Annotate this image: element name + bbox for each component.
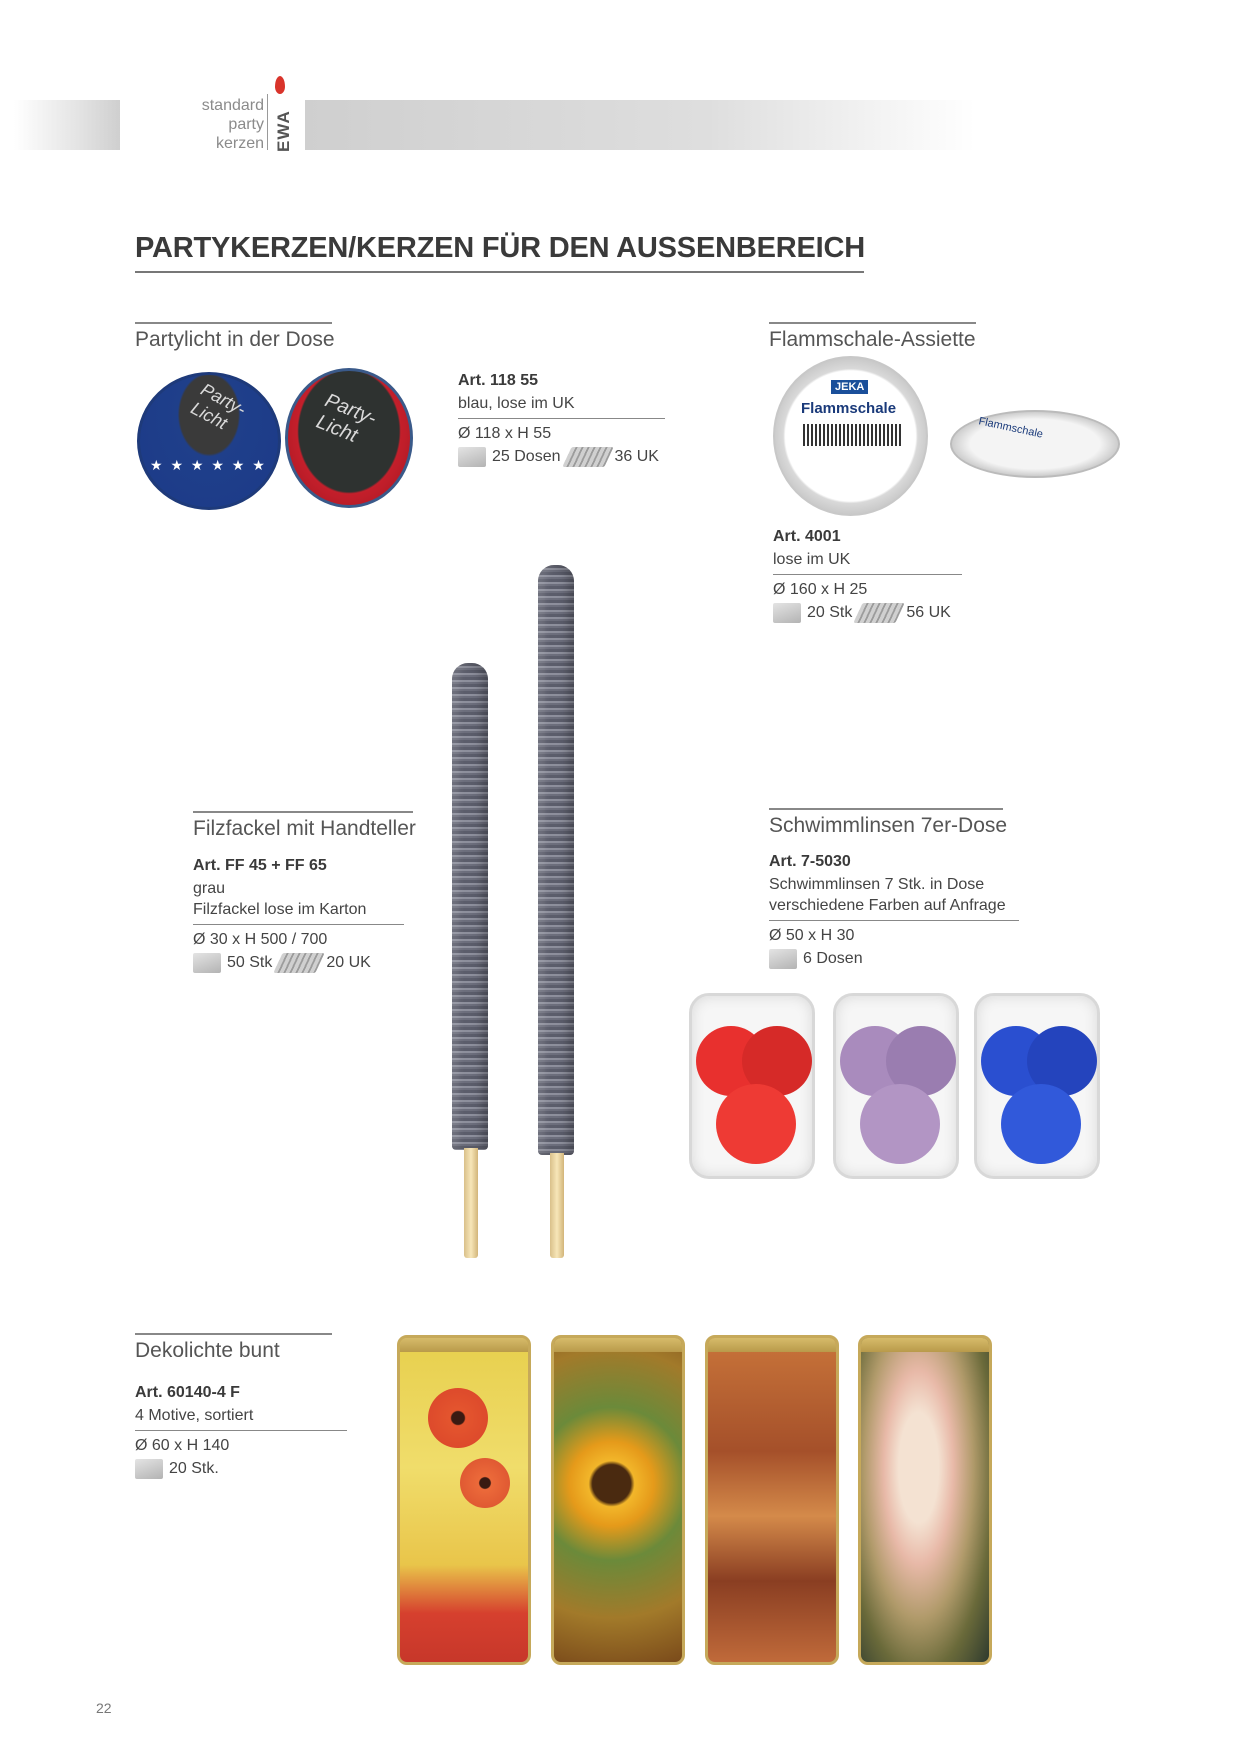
- pack-box-count: 25 Dosen: [492, 448, 561, 465]
- spec-divider: [135, 1430, 347, 1431]
- pack-pallet-count: 36 UK: [614, 448, 659, 465]
- jeka-logo: JEKA: [831, 380, 868, 394]
- title-underline: [135, 271, 864, 273]
- section-title-partylicht: Partylicht in der Dose: [135, 328, 335, 351]
- section-rule: [193, 811, 413, 813]
- article-number: Art. 118 55: [458, 372, 539, 389]
- section-title-dekolichte: Dekolichte bunt: [135, 1339, 280, 1362]
- felt-torch-long-image: [538, 565, 574, 1155]
- pack-pallet-count: 56 UK: [906, 604, 951, 621]
- article-description-note: verschiedene Farben auf Anfrage: [769, 897, 1006, 914]
- section-rule: [769, 322, 976, 324]
- ewa-logo-text: EWA: [274, 110, 293, 152]
- section-title-schwimmlinsen: Schwimmlinsen 7er-Dose: [769, 814, 1008, 837]
- brand-line-standard: standard: [201, 97, 264, 114]
- barcode-strip: [803, 424, 901, 446]
- pack-box-count: 20 Stk.: [169, 1460, 219, 1477]
- floating-candle-jar-blue: [974, 993, 1100, 1179]
- section-rule: [135, 322, 332, 324]
- spec-divider: [193, 924, 404, 925]
- packaging-info: [135, 1459, 219, 1479]
- pallet-icon: [274, 953, 325, 973]
- article-dimensions: Ø 50 x H 30: [769, 927, 855, 944]
- article-description: Schwimmlinsen 7 Stk. in Dose: [769, 876, 985, 893]
- article-description: Filzfackel lose im Karton: [193, 901, 367, 918]
- pack-box-count: 20 Stk: [807, 604, 853, 621]
- pack-box-count: 6 Dosen: [803, 950, 863, 967]
- deco-can-sunflower-image: [551, 1335, 685, 1665]
- article-dimensions: Ø 30 x H 500 / 700: [193, 931, 328, 948]
- page-number: 22: [96, 1700, 112, 1716]
- packaging-info: [458, 447, 659, 467]
- article-number: Art. 60140-4 F: [135, 1384, 240, 1401]
- article-number: Art. 7-5030: [769, 853, 851, 870]
- tin-label-text: Party-Licht: [187, 379, 250, 434]
- spec-divider: [769, 920, 1019, 921]
- carton-icon: [135, 1459, 163, 1479]
- article-dimensions: Ø 160 x H 25: [773, 581, 868, 598]
- pack-box-count: 50 Stk: [227, 954, 273, 971]
- tin-label-text: Party-Licht: [313, 389, 380, 447]
- carton-icon: [458, 447, 486, 467]
- packaging-info: [773, 603, 951, 623]
- article-number: Art. FF 45 + FF 65: [193, 857, 327, 874]
- torch-stick: [464, 1148, 478, 1258]
- pack-pallet-count: 20 UK: [326, 954, 371, 971]
- party-tin-blue-image: [137, 372, 281, 510]
- carton-icon: [769, 949, 797, 969]
- article-dimensions: Ø 118 x H 55: [458, 425, 552, 442]
- section-rule: [769, 808, 1003, 810]
- article-description-color: grau: [193, 880, 226, 897]
- flammschale-label: Flammschale: [801, 400, 897, 417]
- article-dimensions: Ø 60 x H 140: [135, 1437, 230, 1454]
- carton-icon: [193, 953, 221, 973]
- flammschale-side-label: Flammschale: [977, 415, 1044, 441]
- article-description: 4 Motive, sortiert: [135, 1407, 254, 1424]
- pallet-icon: [562, 447, 613, 467]
- page-title: PARTYKERZEN/KERZEN FÜR DEN AUSSENBEREICH: [135, 232, 865, 264]
- article-description: lose im UK: [773, 551, 851, 568]
- flammschale-top-image: [773, 356, 928, 516]
- packaging-info: [769, 949, 863, 969]
- section-title-filzfackel: Filzfackel mit Handteller: [193, 817, 416, 840]
- brand-line-kerzen: kerzen: [215, 135, 264, 152]
- deco-can-peony-image: [858, 1335, 992, 1665]
- spec-divider: [773, 574, 962, 575]
- pallet-icon: [854, 603, 905, 623]
- felt-torch-short-image: [452, 663, 488, 1150]
- packaging-info: [193, 953, 371, 973]
- deco-can-poppy-image: [397, 1335, 531, 1665]
- spec-divider: [458, 418, 665, 419]
- header-band-left: [14, 100, 120, 150]
- section-title-flammschale: Flammschale-Assiette: [769, 328, 976, 351]
- party-tin-red-image: [285, 368, 413, 508]
- brand-line-party: party: [228, 116, 264, 133]
- carton-icon: [773, 603, 801, 623]
- header-band-right: [305, 100, 975, 150]
- ewa-logo: [265, 100, 299, 152]
- torch-stick: [550, 1153, 564, 1258]
- article-description: blau, lose im UK: [458, 395, 575, 412]
- floating-candle-jar-purple: [833, 993, 959, 1179]
- brand-tagline: [150, 96, 264, 153]
- floating-candle-jar-red: [689, 993, 815, 1179]
- flame-icon: [275, 76, 285, 94]
- flammschale-side-image: [950, 410, 1120, 478]
- section-rule: [135, 1333, 332, 1335]
- deco-can-vases-image: [705, 1335, 839, 1665]
- article-number: Art. 4001: [773, 528, 841, 545]
